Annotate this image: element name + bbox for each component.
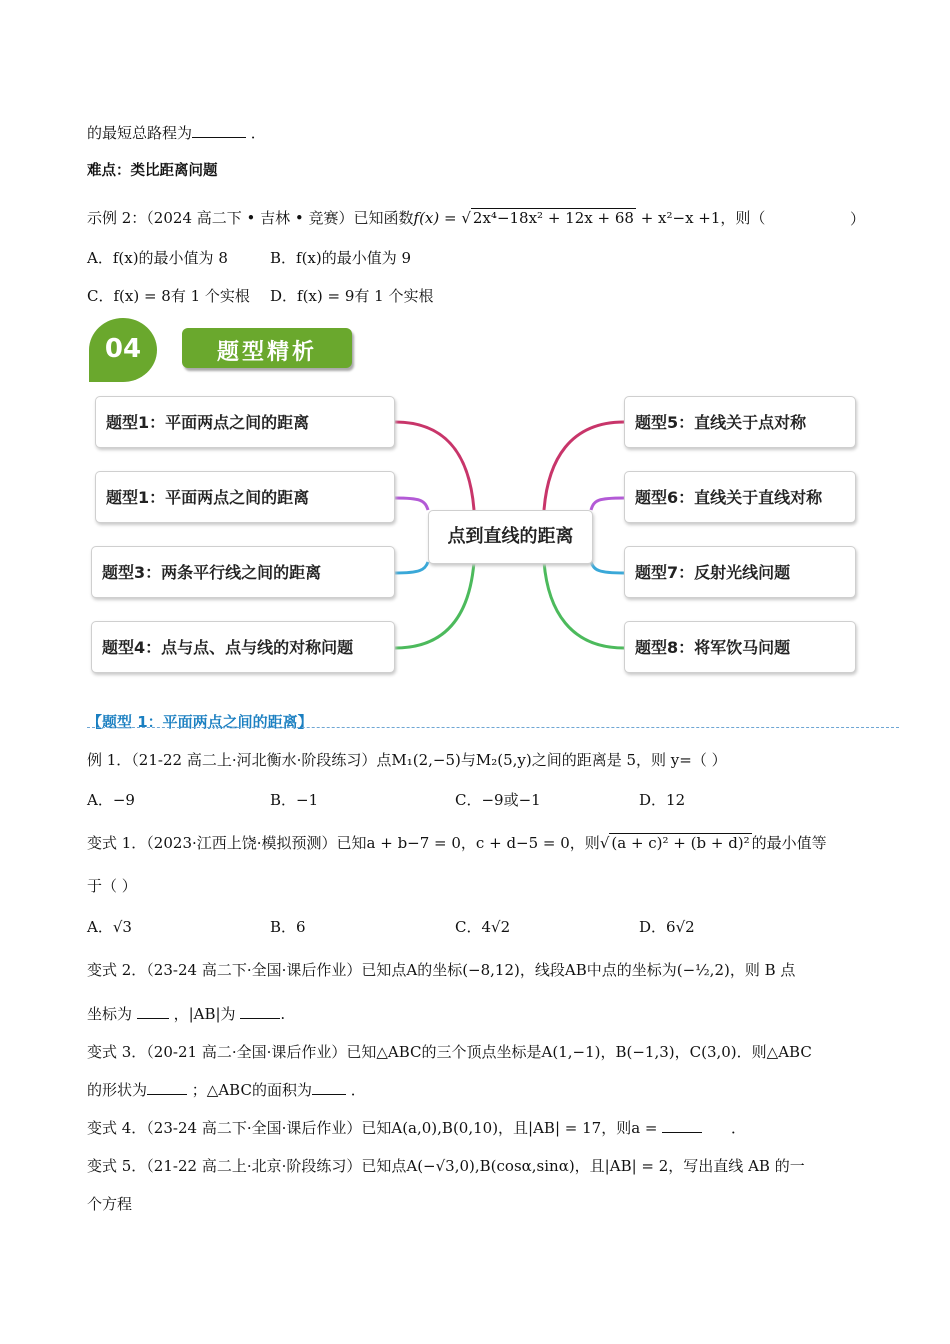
mindmap-left-4: 题型4：点与点、点与线的对称问题 xyxy=(91,621,395,673)
variant1-option-a: A．√3 xyxy=(87,918,132,936)
answer-blank-b xyxy=(137,1004,169,1019)
shortest-path-text: 的最短总路程为 xyxy=(87,124,193,142)
example1-stem: 例 1．（21-22 高二上·河北衡水·阶段练习）点M₁(2,−5)与M₂(5,y)之间的距离是 5，则 y=（ ） xyxy=(87,751,727,769)
variant2-ab-label: ，|AB|为 xyxy=(173,1005,236,1023)
period: . xyxy=(280,1005,286,1023)
function-tail: + x²−x +1 xyxy=(635,209,721,227)
variant1-stem: 变式 1．（2023·江西上饶·模拟预测）已知a + b−7 = 0，c + d−5 = 0，则√ (a + c)² + (b + d)² 的最小值等 xyxy=(87,834,827,852)
variant1-line2: 于（ ） xyxy=(87,877,137,895)
variant1-option-c: C．4√2 xyxy=(455,918,511,936)
connector-right-4 xyxy=(544,562,624,648)
mindmap-center: 点到直线的距离 xyxy=(428,510,593,564)
example1-option-b: B．−1 xyxy=(270,791,319,809)
connector-left-3 xyxy=(395,562,428,573)
type1-title: 【题型 1：平面两点之间的距离】 xyxy=(87,713,313,731)
answer-blank-shape xyxy=(147,1080,187,1095)
variant3-line2 xyxy=(87,1080,366,1100)
function-radicand: 2x⁴−18x² + 12x + 68 xyxy=(472,209,634,227)
difficulty-heading: 难点：类比距离问题 xyxy=(87,163,218,179)
answer-blank-a xyxy=(662,1118,702,1133)
variant3-stem: 变式 3．（20-21 高二·全国·课后作业）已知△ABC的三个顶点坐标是A(1,−1)，B(−1,3)，C(3,0)．则△ABC xyxy=(87,1043,812,1061)
answer-blank-area xyxy=(312,1080,346,1095)
example1-option-c: C．−9或−1 xyxy=(455,791,541,809)
period: ． xyxy=(350,1081,366,1099)
variant1-text-tail: 的最小值等 xyxy=(751,834,827,852)
example2-option-d: D．f(x) = 9有 1 个实根 xyxy=(270,287,434,305)
example2-option-a: A．f(x)的最小值为 8 xyxy=(87,249,228,267)
variant4-stem xyxy=(87,1118,746,1138)
variant3-shape-label: 的形状为 xyxy=(87,1081,148,1099)
example2-option-c: C．f(x) = 8有 1 个实根 xyxy=(87,287,250,305)
section-divider xyxy=(87,727,899,728)
example2-stem: 示例 2：（2024 高二下 • 吉林 • 竞赛）已知函数f(x) = √ 2x⁴−18x² + 12x + 68 + x²−x +1，则（ xyxy=(87,209,766,227)
period: ． xyxy=(250,124,266,142)
variant3-area-label: ；△ABC的面积为 xyxy=(191,1081,312,1099)
mindmap-left-2: 题型1：平面两点之间的距离 xyxy=(95,471,395,523)
variant4-text: 变式 4．（23-24 高二下·全国·课后作业）已知A(a,0),B(0,10)，且|AB| = 17，则a = xyxy=(87,1119,658,1137)
mindmap-right-1: 题型5：直线关于点对称 xyxy=(624,396,856,448)
period: ． xyxy=(731,1119,747,1137)
variant5-stem: 变式 5．（21-22 高二上·北京·阶段练习）已知点A(−√3,0),B(cosα,sinα)，且|AB| = 2，写出直线 AB 的一 xyxy=(87,1157,805,1175)
variant2-coord-label: 坐标为 xyxy=(87,1005,133,1023)
example1-option-a: A．−9 xyxy=(87,791,135,809)
variant1-text: 变式 1．（2023·江西上饶·模拟预测）已知a + b−7 = 0，c + d−5 = 0，则 xyxy=(87,834,600,852)
variant1-option-b: B．6 xyxy=(270,918,306,936)
example2-option-b: B．f(x)的最小值为 9 xyxy=(270,249,412,267)
example2-prefix: 示例 2：（2024 高二下 • 吉林 • 竞赛）已知函数 xyxy=(87,209,414,227)
connector-left-4 xyxy=(395,562,474,648)
mindmap-left-1: 题型1：平面两点之间的距离 xyxy=(95,396,395,448)
example2-close-paren: ） xyxy=(850,210,866,228)
function-lhs: f(x) = xyxy=(413,209,462,227)
variant1-option-d: D．6√2 xyxy=(639,918,695,936)
variant1-radicand: (a + c)² + (b + d)² xyxy=(611,834,750,852)
section-number: 04 xyxy=(104,334,142,364)
answer-blank-ab xyxy=(240,1004,280,1019)
section-title: 题型精析 xyxy=(216,340,317,365)
variant2-stem: 变式 2．（23-24 高二下·全国·课后作业）已知点A的坐标(−8,12)，线段AB中点的坐标为(−½,2)，则 B 点 xyxy=(87,961,796,979)
connector-right-2 xyxy=(591,498,624,510)
example2-suffix: ，则（ xyxy=(720,209,766,227)
connector-right-3 xyxy=(591,562,624,573)
variant5-line2: 个方程 xyxy=(87,1195,133,1213)
example1-option-d: D．12 xyxy=(639,791,686,809)
variant2-line2 xyxy=(87,1004,285,1024)
mindmap-right-3: 题型7：反射光线问题 xyxy=(624,546,856,598)
connector-left-2 xyxy=(395,498,428,510)
mindmap-right-2: 题型6：直线关于直线对称 xyxy=(624,471,856,523)
mindmap-left-3: 题型3：两条平行线之间的距离 xyxy=(91,546,395,598)
mindmap-right-4: 题型8：将军饮马问题 xyxy=(624,621,856,673)
